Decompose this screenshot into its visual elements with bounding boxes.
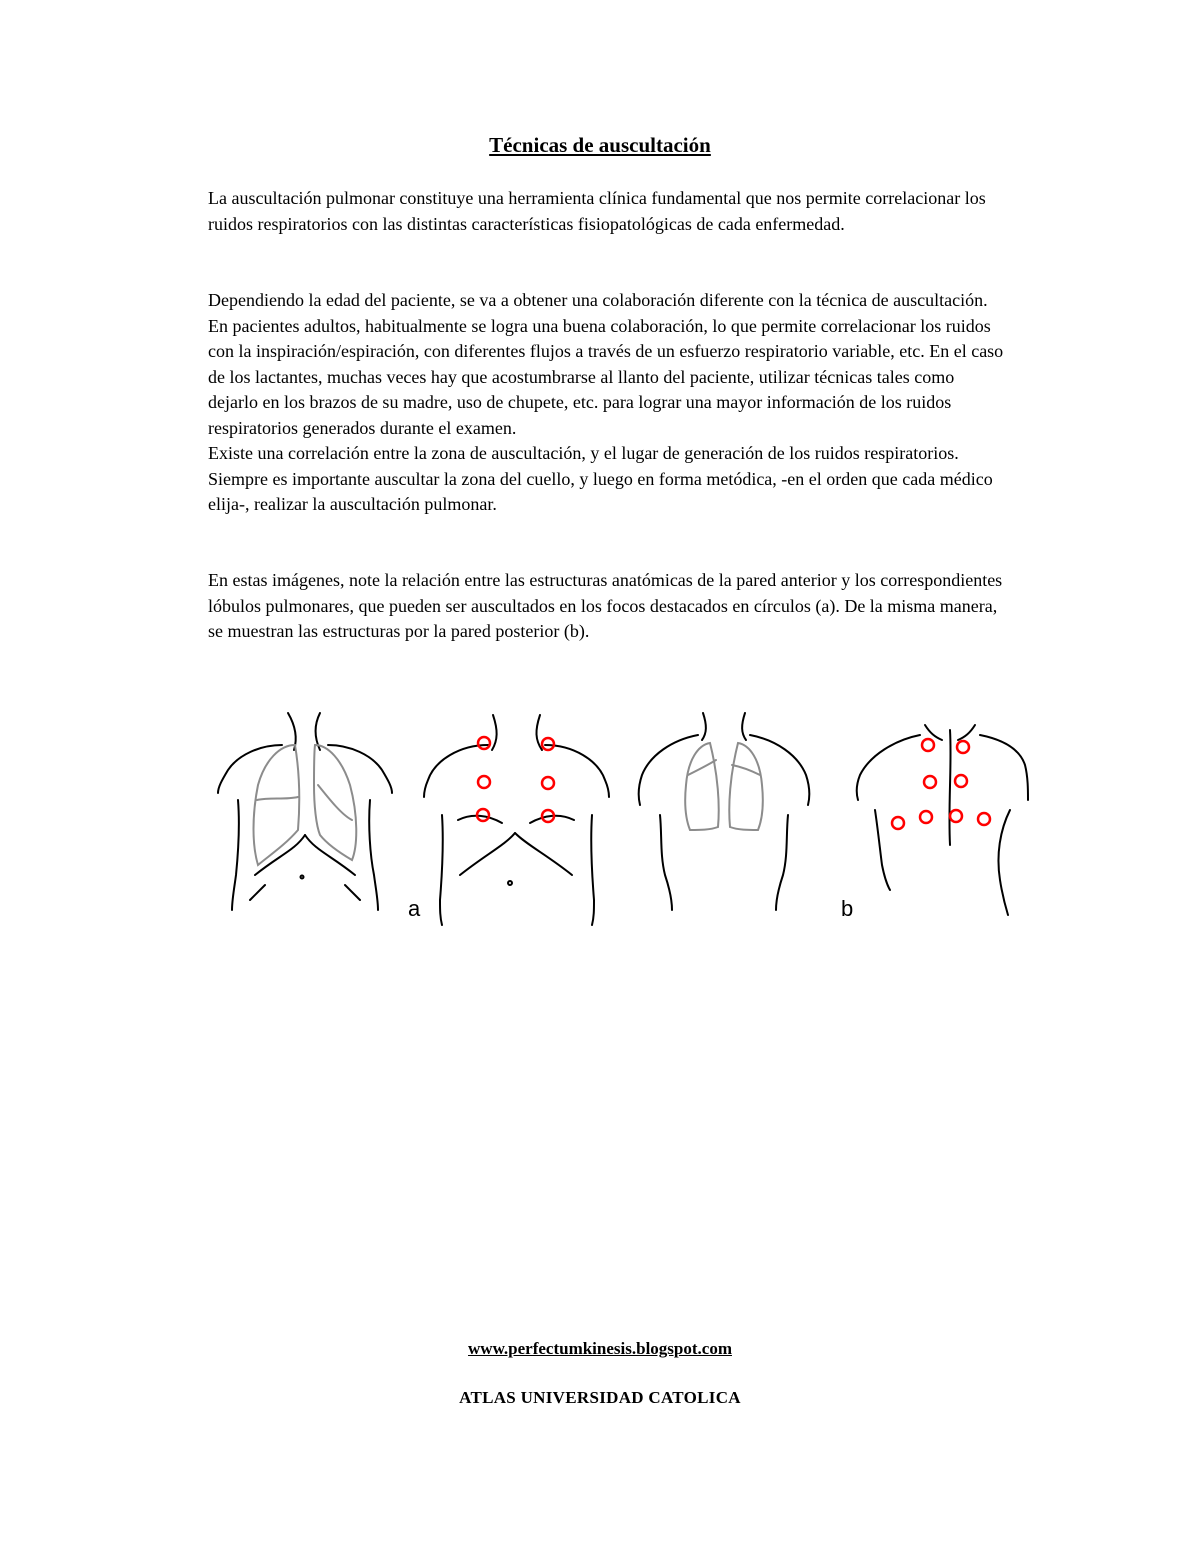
focus-circle [978, 813, 990, 825]
paragraph-4: En estas imágenes, note la relación entre las estructuras anatómicas de la pared anterior y los correspondientes lóbulos pulmonares, que pueden ser auscultados en los focos destacados en círculos (a). De la misma manera, se muestran las estructuras por la pared posterior (b). [208, 570, 1003, 641]
focus-circle [957, 741, 969, 753]
focus-circle [542, 777, 554, 789]
focus-circle [478, 776, 490, 788]
footer-organization: ATLAS UNIVERSIDAD CATOLICA [459, 1388, 741, 1407]
focus-circle [892, 817, 904, 829]
page-title: Técnicas de auscultación [489, 133, 711, 157]
focus-circle [920, 811, 932, 823]
paragraph-2: Dependiendo la edad del paciente, se va a obtener una colaboración diferente con la técnica de auscultación. En pacientes adultos, habitualmente se logra una buena colaboración, lo que permite correlacionar los ruidos con la inspiración/espiración, con diferentes flujos a través de un esfuerzo respiratorio variable, etc. En el caso de los lactantes, muchas veces hay que acostumbrarse al llanto del paciente, utilizar técnicas tales como dejarlo en los brazos de su madre, uso de chupete, etc. para lograr una mayor información de los ruidos respiratorios generados durante el examen. [208, 290, 1004, 438]
figure-label-a: a [408, 896, 421, 921]
intro-paragraph [208, 186, 1008, 237]
paragraph-3: Existe una correlación entre la zona de auscultación, y el lugar de generación de los ruidos respiratorios. Siempre es importante auscultar la zona del cuello, y luego en forma metódica, -en el orden que cada médico elija-, realizar la auscultación pulmonar. [208, 443, 993, 514]
posterior-torso-lungs [639, 713, 810, 910]
paragraph-1: La auscultación pulmonar constituye una herramienta clínica fundamental que nos permite correlacionar los ruidos respiratorios con las distintas características fisiopatológicas de cada enfermedad. [208, 188, 986, 234]
torso-drawings [210, 705, 1040, 935]
anterior-torso-lungs [218, 713, 392, 910]
body-paragraph [208, 288, 1008, 518]
footer-website-link[interactable]: www.perfectumkinesis.blogspot.com [468, 1339, 732, 1358]
focus-circle [922, 739, 934, 751]
focus-circle [924, 776, 936, 788]
figure-caption-paragraph [208, 568, 1008, 645]
figure-label-b: b [841, 896, 854, 921]
focus-circle [955, 775, 967, 787]
anterior-torso-foci [424, 715, 609, 925]
focus-circle [478, 737, 490, 749]
focus-circle [950, 810, 962, 822]
focus-circle [542, 738, 554, 750]
posterior-torso-foci [857, 725, 1028, 915]
auscultation-figure [210, 705, 1040, 935]
